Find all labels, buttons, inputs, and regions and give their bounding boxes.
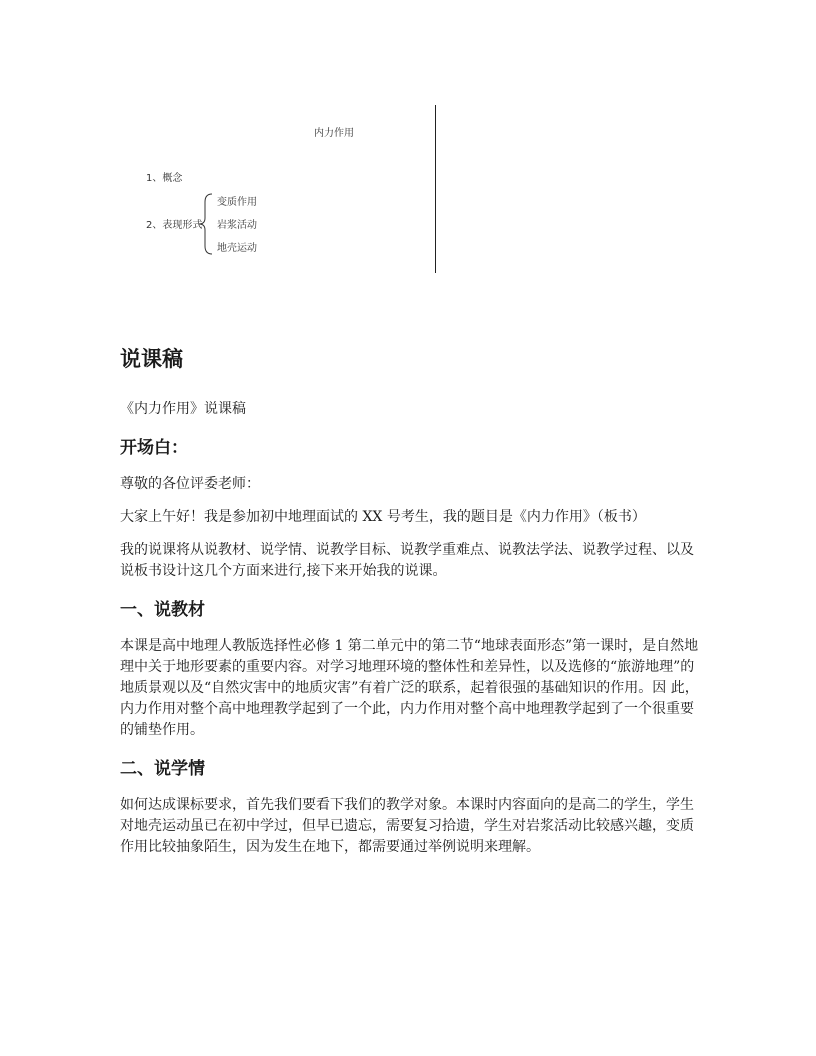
document-title: 说课稿 <box>120 347 183 371</box>
board-form-magmatism: 岩浆活动 <box>217 220 257 231</box>
board-item-concept: 1、概念 <box>146 173 183 184</box>
brace-connector <box>198 192 214 256</box>
blackboard-design <box>0 0 816 290</box>
board-divider <box>435 105 436 273</box>
intro-text: 大家上午好！我是参加初中地理面试的 XX 号考生，我的题目是《内力作用》（板书） <box>120 509 646 525</box>
document-body <box>120 345 700 870</box>
section1-heading: 一、说教材 <box>120 600 205 620</box>
section1-text: 本课是高中地理人教版选择性必修 1 第二单元中的第二节“地球表面形态”第一课时，是自然地理中关于地形要素的重要内容。对学习地理环境的整体性和差异性，以及选修的“旅游地理”的地质景观以及“自然灾害中的地质灾害”有着广泛的联系，起着很强的基础知识的作用。因 此，内力作用对整个高中地理教学起到了一个此，内力作用对整个高中地理教学起到了一个很重要的铺垫作用。 <box>120 638 699 738</box>
board-form-crustal-movement: 地壳运动 <box>217 243 257 254</box>
document-subtitle: 《内力作用》说课稿 <box>120 401 246 417</box>
plan-text: 我的说课将从说教材、说学情、说教学目标、说教学重难点、说教法学法、说教学过程、以及说板书设计这几个方面来进行,接下来开始我的说课。 <box>120 542 694 579</box>
board-item-forms: 2、表现形式 <box>146 220 203 231</box>
section2-heading: 二、说学情 <box>120 759 205 779</box>
board-title: 内力作用 <box>314 128 354 139</box>
opening-heading: 开场白： <box>120 438 188 458</box>
section2-text: 如何达成课标要求，首先我们要看下我们的教学对象。本课时内容面向的是高二的学生，学生对地壳运动虽已在初中学过，但早已遗忘，需要复习拾遗，学生对岩浆活动比较感兴趣，变质作用比较抽象陌生，因为发生在地下，都需要通过举例说明来理解。 <box>120 797 694 855</box>
board-form-metamorphism: 变质作用 <box>217 197 257 208</box>
greeting-text: 尊敬的各位评委老师： <box>120 476 260 492</box>
